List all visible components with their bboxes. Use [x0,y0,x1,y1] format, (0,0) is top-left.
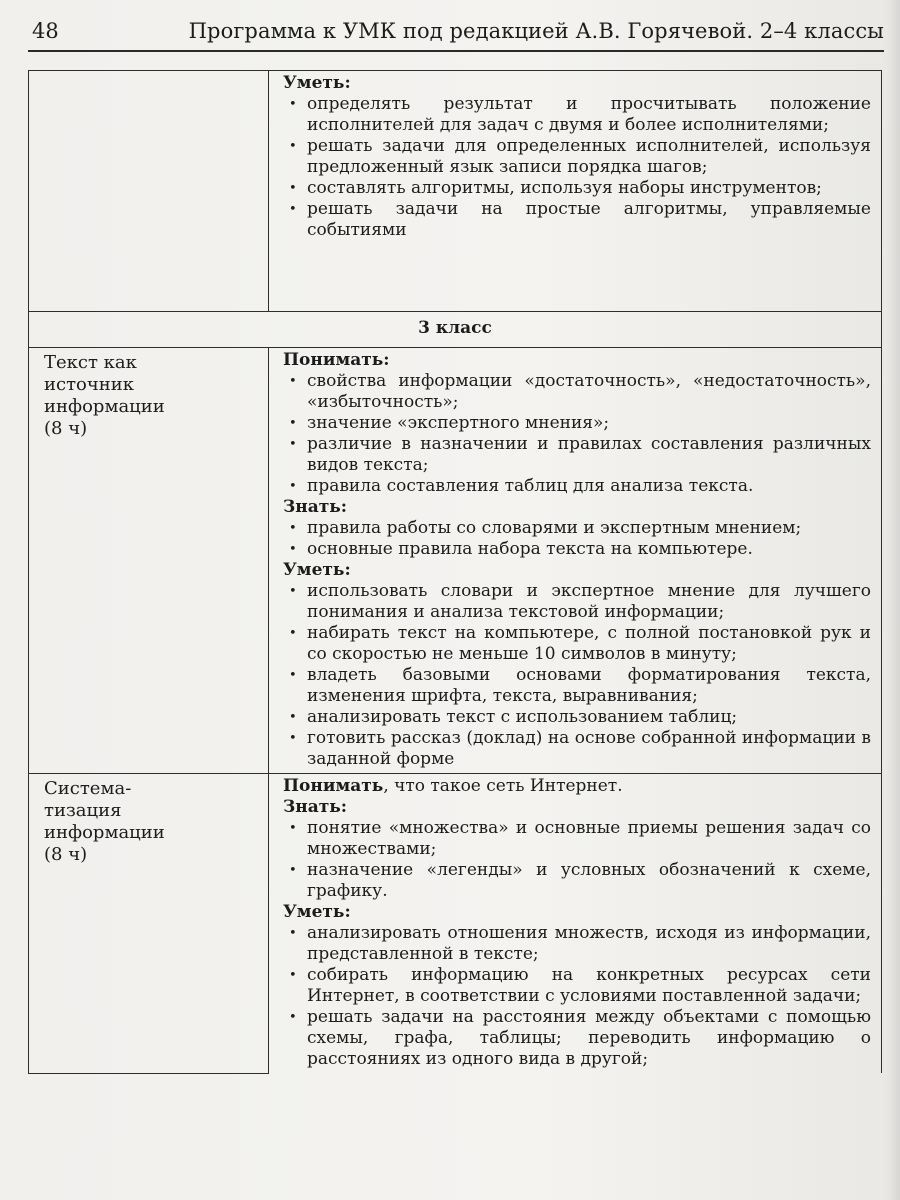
topic-line: Система- [44,778,132,799]
list-item: • анализировать текст с использованием таблиц; [283,707,871,728]
list-item: • решать задачи для определенных исполнителей, используя предложенный язык записи порядка шагов; [283,136,871,178]
requirements-cell [269,774,882,1074]
umet-label: Уметь: [283,560,351,580]
list-item: • правила составления таблиц для анализа текста. [283,476,871,497]
znat-list [283,518,871,560]
list-item: • правила работы со словарями и экспертным мнением; [283,518,871,539]
znat-label: Знать: [283,797,348,817]
running-title: Программа к УМК под редакцией А.В. Горячевой. 2–4 классы [188,19,884,43]
header-rule [28,50,884,52]
ponimat-intro [283,776,871,797]
page-number: 48 [32,19,59,43]
list-item: • анализировать отношения множеств, исходя из информации, представленной в тексте; [283,923,871,965]
table-row [29,71,882,312]
topic-line: информации [44,822,165,843]
topic-line: информации [44,396,165,417]
ponimat-label: Понимать: [283,350,390,370]
topic-hours: (8 ч) [44,844,88,865]
list-item: • основные правила набора текста на компьютере. [283,539,871,560]
topic-cell [29,774,269,1074]
list-item: • использовать словари и экспертное мнение для лучшего понимания и анализа текстовой информации; [283,581,871,623]
requirements-cell [269,348,882,774]
znat-label: Знать: [283,497,348,517]
section-heading: 3 класс [29,312,882,348]
list-item: • свойства информации «достаточность», «недостаточность», «избыточность»; [283,371,871,413]
ponimat-text: , что такое сеть Интернет. [383,776,623,796]
list-item: • различие в назначении и правилах составления различных видов текста; [283,434,871,476]
umet-list [283,94,871,241]
znat-list [283,818,871,902]
topic-hours: (8 ч) [44,418,88,439]
topic-line: источник [44,374,135,395]
topic-line: тизация [44,800,122,821]
umet-list [283,923,871,1070]
list-item: • определять результат и просчитывать положение исполнителей для задач с двумя и более исполнителями; [283,94,871,136]
list-item: • назначение «легенды» и условных обозначений к схеме, графику. [283,860,871,902]
list-item: • владеть базовыми основами форматирования текста, изменения шрифта, текста, выравнивания; [283,665,871,707]
topic-cell [29,348,269,774]
requirements-cell [269,71,882,312]
list-item: • готовить рассказ (доклад) на основе собранной информации в заданной форме [283,728,871,770]
list-item: • понятие «множества» и основные приемы решения задач со множествами; [283,818,871,860]
umet-label: Уметь: [283,902,351,922]
table-row [29,348,882,774]
list-item: • решать задачи на простые алгоритмы, управляемые событиями [283,199,871,241]
list-item: • решать задачи на расстояния между объектами с помощью схемы, графа, таблицы; переводить информацию о расстояниях из одного вида в другой; [283,1007,871,1070]
table-row [29,774,882,1074]
ponimat-label: Понимать [283,776,384,796]
ponimat-list [283,371,871,497]
topic-line: Текст как [44,352,137,373]
umet-list [283,581,871,770]
curriculum-table [28,70,882,1074]
list-item: • собирать информацию на конкретных ресурсах сети Интернет, в соответствии с условиями поставленной задачи; [283,965,871,1007]
topic-cell-empty [29,71,269,312]
section-row [29,312,882,348]
list-item: • значение «экспертного мнения»; [283,413,871,434]
list-item: • набирать текст на компьютере, с полной постановкой рук и со скоростью не меньше 10 символов в минуту; [283,623,871,665]
list-item: • составлять алгоритмы, используя наборы инструментов; [283,178,871,199]
page-header [28,14,884,48]
umet-label: Уметь: [283,73,351,93]
page-edge-shadow [886,0,900,1200]
